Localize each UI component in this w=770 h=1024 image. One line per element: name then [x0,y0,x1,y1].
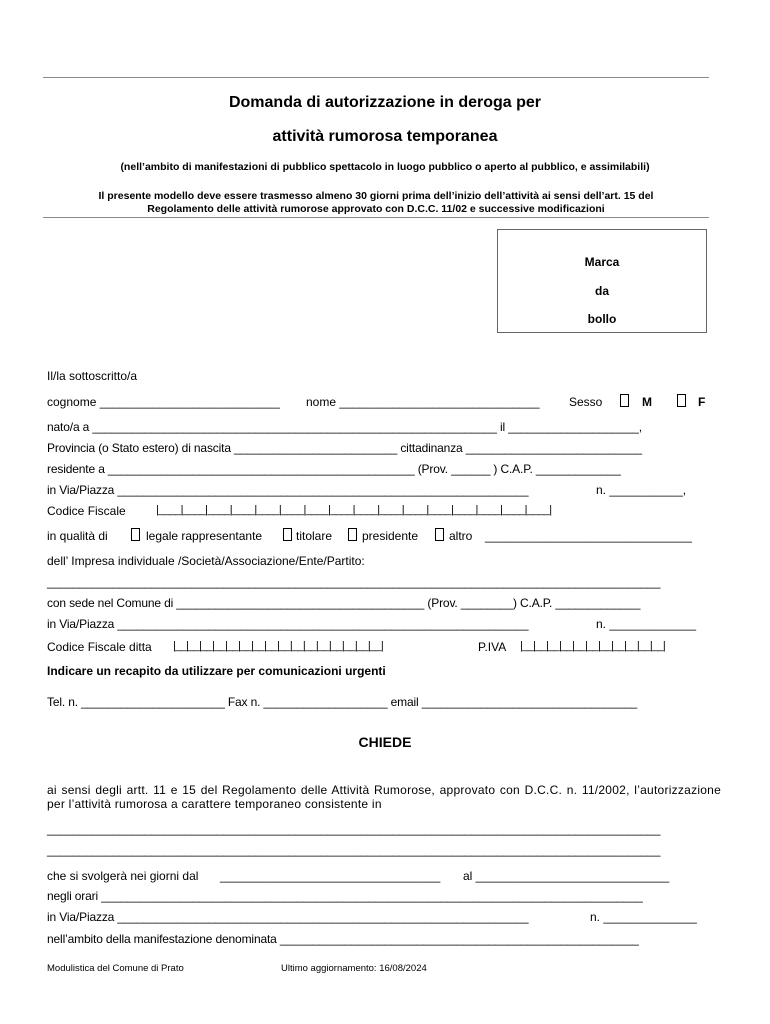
codice-fiscale-ditta-label: Codice Fiscale ditta [47,640,152,654]
qualita-label: in qualità di [47,529,108,543]
piva-label: P.IVA [478,640,507,654]
presidente-label: presidente [362,529,419,543]
codice-fiscale-label: Codice Fiscale [47,504,126,518]
recapito-heading: Indicare un recapito da utilizzare per comunicazioni urgenti [47,664,386,678]
giorni-label: che si svolgerà nei giorni dal [47,869,199,883]
residente-field[interactable]: residente a _______________________________________________ (Prov. ______ ) C.A.P. _____________ [47,462,621,476]
via-field-2[interactable]: in Via/Piazza _______________________________________________________________ [47,617,529,631]
sesso-label: Sesso [569,395,603,409]
manifestazione-field[interactable]: nell’ambito della manifestazione denominata _______________________________________________________ [47,932,639,946]
chiede-heading: CHIEDE [358,734,412,750]
cognome-field[interactable]: cognome ___________________________ [47,395,280,409]
piva-boxes[interactable]: |__|__|__|__|__|__|__|__|__|__|__| [520,640,666,652]
civico-field-3[interactable]: n. ______________ [590,910,697,924]
titolare-checkbox[interactable] [283,528,292,541]
top-rule [43,77,709,78]
sede-field[interactable]: con sede nel Comune di ______________________________________ (Prov. ________) C.A.P. _____________ [47,596,641,610]
legale-rappresentante-checkbox[interactable] [131,528,140,541]
altro-label: altro [449,529,473,543]
notice-line2: Regolamento delle attività rumorose approvato con D.C.C. 11/02 e successive modificazioni [147,203,605,215]
sesso-f-label: F [698,395,706,409]
titolare-label: titolare [296,529,333,543]
subtitle: (nell’ambito di manifestazioni di pubblico spettacolo in luogo pubblico o aperto al pubblico, e assimilabili) [120,161,650,173]
altro-field[interactable]: _______________________________ [485,529,692,543]
impresa-label: dell’ Impresa individuale /Società/Associazione/Ente/Partito: [47,554,365,568]
sesso-f-checkbox[interactable] [677,394,686,407]
header-rule [43,217,709,218]
attivita-field-1[interactable]: ______________________________________________________________________________________________ [47,822,661,836]
civico-field-1[interactable]: n. ___________, [596,483,687,497]
via-field-1[interactable]: in Via/Piazza _______________________________________________________________ [47,483,529,497]
ai-sensi-paragraph: ai sensi degli artt. 11 e 15 del Regolamento delle Attività Rumorose, approvato con D.C.C. n. 11/2002, l’autorizzazione per l’attività rumorosa a carattere temporaneo consistente in [47,783,721,811]
stamp-line1: Marca [584,255,620,269]
footer-left: Modulistica del Comune di Prato [47,963,184,974]
sesso-m-label: M [642,395,652,409]
civico-field-2[interactable]: n. _____________ [596,617,697,631]
attivita-field-2[interactable]: ______________________________________________________________________________________________ [47,843,661,857]
nome-field[interactable]: nome ______________________________ [306,395,540,409]
giorni-al-field[interactable]: al _____________________________ [463,869,670,883]
provincia-field[interactable]: Provincia (o Stato estero) di nascita _________________________ cittadinanza ___________________________ [47,441,642,455]
footer-right: Ultimo aggiornamento: 16/08/2024 [281,963,427,974]
legale-rappresentante-label: legale rappresentante [146,529,263,543]
orari-field[interactable]: negli orari ___________________________________________________________________________________ [47,889,643,903]
presidente-checkbox[interactable] [348,528,357,541]
sesso-m-checkbox[interactable] [620,394,629,407]
notice-line1: Il presente modello deve essere trasmesso almeno 30 giorni prima dell’inizio dell’attività ai sensi dell’art. 15 del [98,190,654,202]
nato-field[interactable]: nato/a a ______________________________________________________________ il ____________________, [47,420,642,434]
stamp-line2: da [594,284,609,298]
codice-fiscale-boxes[interactable]: |____|____|____|____|____|____|____|____|____|____|____|____|____|____|____|____| [156,504,552,516]
impresa-field[interactable]: ______________________________________________________________________________________________ [47,575,661,589]
intro-label: Il/la sottoscritto/a [47,369,138,383]
giorni-dal-field[interactable]: _________________________________ [220,869,441,883]
page-title-line1: Domanda di autorizzazione in deroga per [228,94,542,111]
stamp-line3: bollo [587,312,617,326]
marca-da-bollo-box [497,229,707,333]
codice-fiscale-ditta-boxes[interactable]: |__|__|__|__|__|__|__|__|__|__|__|__|__|__|__|__| [173,640,384,652]
contatti-fields[interactable]: Tel. n. ______________________ Fax n. ___________________ email _________________________________ [47,695,638,709]
via-field-3[interactable]: in Via/Piazza _______________________________________________________________ [47,910,529,924]
page-title-line2: attività rumorosa temporanea [272,128,498,145]
altro-checkbox[interactable] [435,528,444,541]
